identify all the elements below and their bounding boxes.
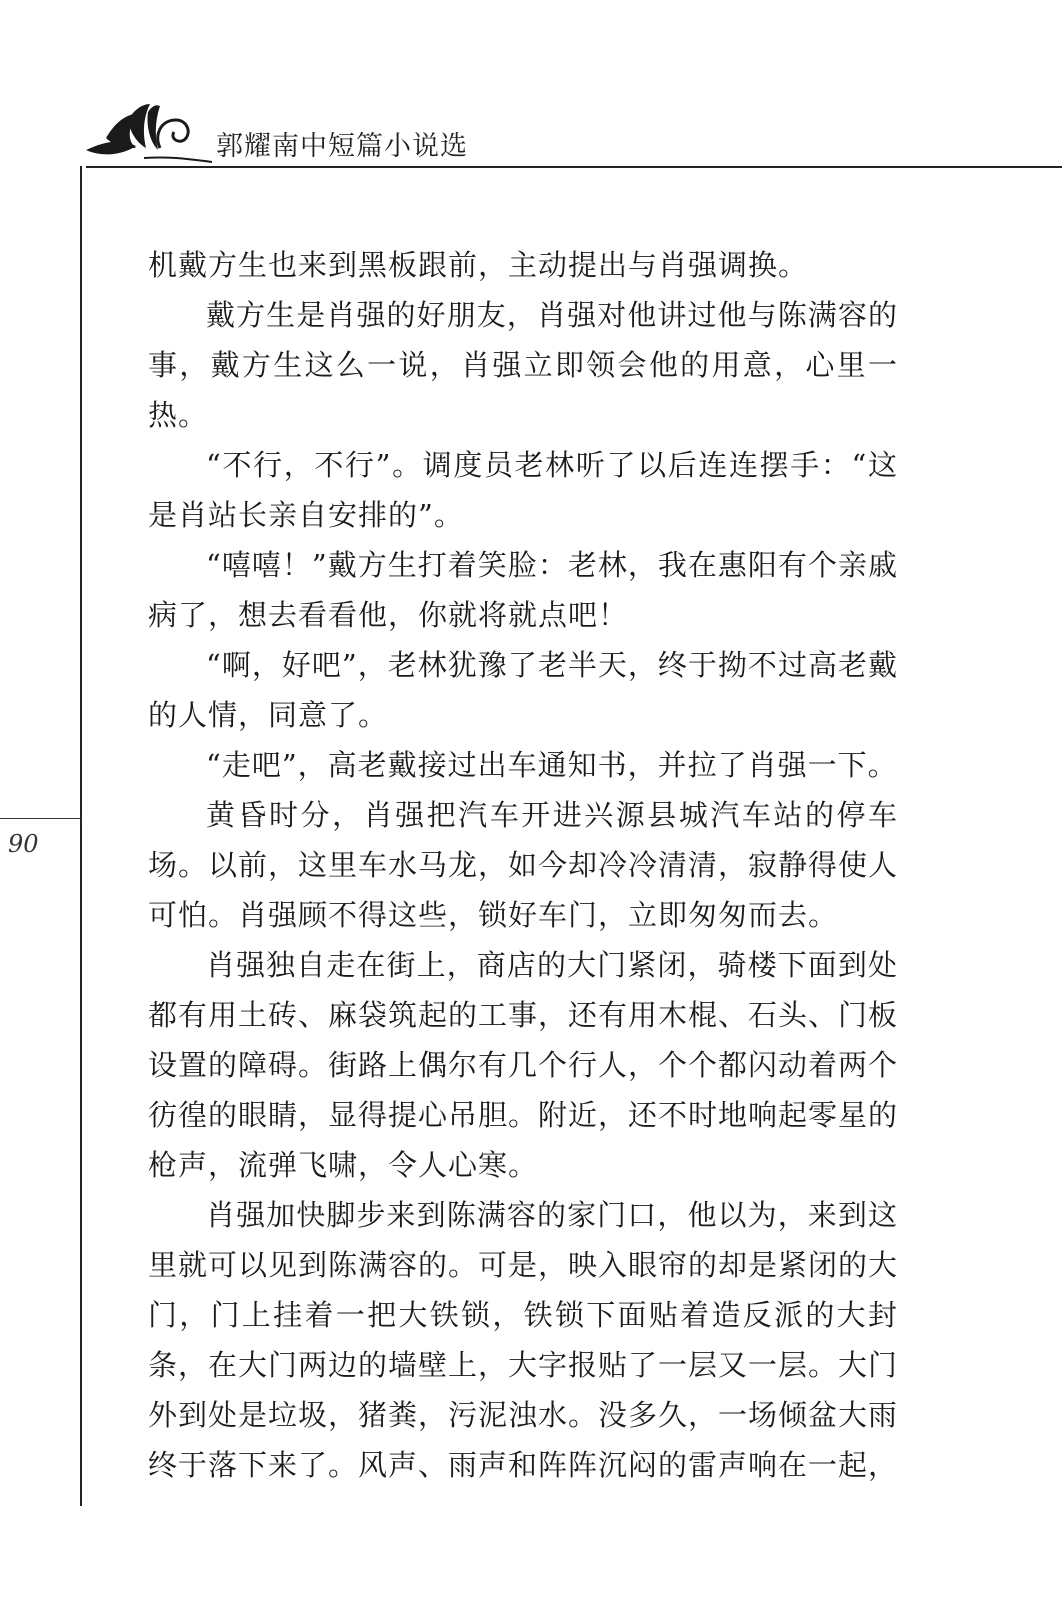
page-number: 90: [8, 830, 39, 858]
body-text: [148, 240, 898, 1490]
paragraph: “啊，好吧”，老林犹豫了老半天，终于拗不过高老戴的人情，同意了。: [148, 648, 898, 732]
header-title: 郭耀南中短篇小说选: [216, 131, 468, 162]
paragraph: 黄昏时分，肖强把汽车开进兴源县城汽车站的停车场。以前，这里车水马龙，如今却冷冷清清，寂静得使人可怕。肖强顾不得这些，锁好车门，立即匆匆而去。: [148, 798, 899, 932]
paragraph: 肖强独自走在街上，商店的大门紧闭，骑楼下面到处都有用土砖、麻袋筑起的工事，还有用木棍、石头、门板设置的障碍。街路上偶尔有几个行人，个个都闪动着两个彷徨的眼睛，显得提心吊胆。附近，还不时地响起零星的枪声，流弹飞啸，令人心寒。: [148, 948, 899, 1182]
margin-divider: [0, 818, 82, 819]
swirl-ornament-icon: [84, 98, 214, 168]
paragraph: “走吧”，高老戴接过出车通知书，并拉了肖强一下。: [206, 748, 898, 782]
paragraph: “不行，不行”。调度员老林听了以后连连摆手：“这是肖站长亲自安排的”。: [148, 448, 898, 532]
paragraph: 肖强加快脚步来到陈满容的家门口，他以为，来到这里就可以见到陈满容的。可是，映入眼帘的却是紧闭的大门，门上挂着一把大铁锁，铁锁下面贴着造反派的大封条，在大门两边的墙壁上，大字报贴了一层又一层。大门外到处是垃圾，猪粪，污泥浊水。没多久，一场倾盆大雨终于落下来了。风声、雨声和阵阵沉闷的雷声响在一起，: [148, 1198, 899, 1482]
header-divider: [86, 166, 1062, 168]
left-frame-line: [80, 166, 82, 1506]
paragraph: “嘻嘻！”戴方生打着笑脸：老林，我在惠阳有个亲戚病了，想去看看他，你就将就点吧！: [148, 548, 898, 632]
paragraph: 戴方生是肖强的好朋友，肖强对他讲过他与陈满容的事，戴方生这么一说，肖强立即领会他的用意，心里一热。: [148, 298, 898, 432]
paragraph: 机戴方生也来到黑板跟前，主动提出与肖强调换。: [148, 248, 809, 282]
